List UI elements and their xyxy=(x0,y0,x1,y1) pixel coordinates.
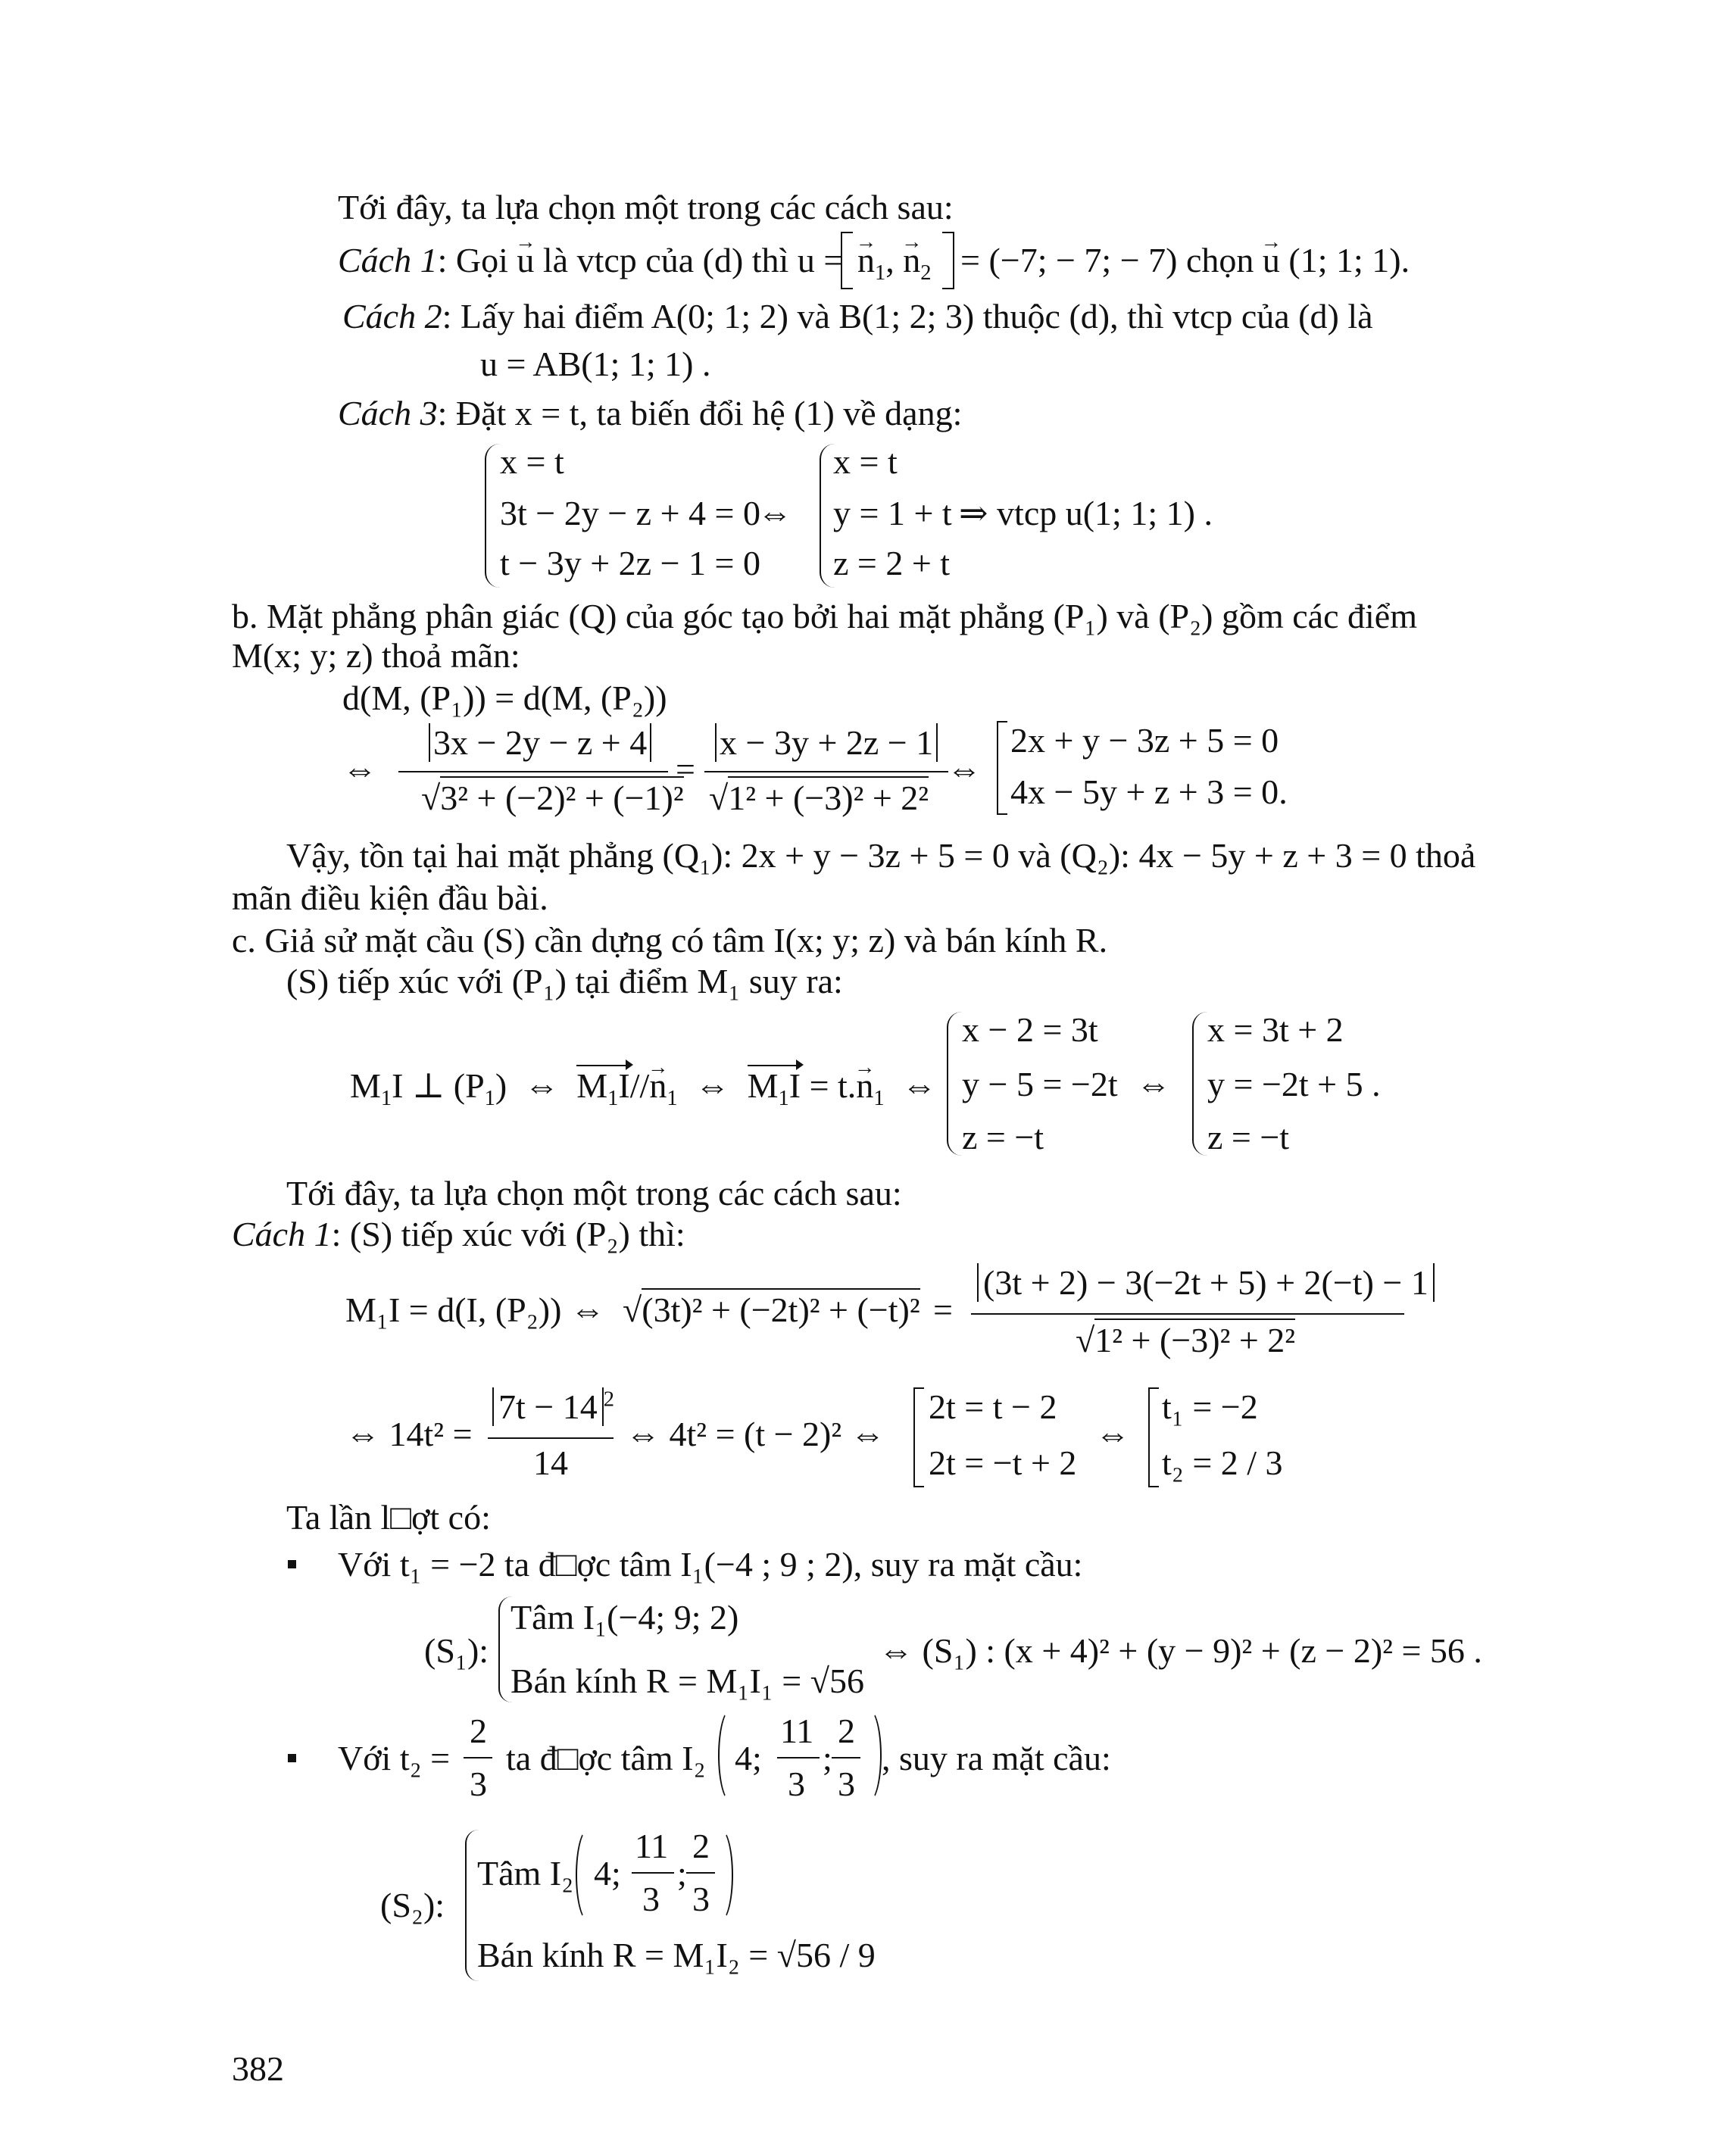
vector-n2: → n xyxy=(903,241,920,281)
t2-bar xyxy=(464,1757,492,1758)
part-b-conclusion-2: mãn điều kiện đầu bài. xyxy=(232,878,548,917)
method-1-result-text: = (−7; − 7; − 7) chọn xyxy=(960,241,1254,279)
sphere-2-z-den: 3 xyxy=(692,1880,710,1918)
t-value-1: t₁ = −2 xyxy=(1162,1387,1258,1426)
den-2: √1² + (−3)² + 2² xyxy=(709,779,929,819)
abs-num-1 xyxy=(429,723,651,763)
param-2-a: x = 3t + 2 xyxy=(1207,1010,1344,1049)
sphere-2-z-num: 2 xyxy=(692,1827,710,1865)
intro-line: Tới đây, ta lựa chọn một trong các cách sau: xyxy=(338,188,954,226)
method-3-line xyxy=(338,394,962,434)
center-2-y-den: 3 xyxy=(788,1765,805,1803)
bullet-1 xyxy=(288,1560,296,1568)
method-1-result xyxy=(960,241,1410,281)
bisector-eq-1: 2x + y − 3z + 5 = 0 xyxy=(1010,721,1279,760)
quadratic-num: 7t − 14 $^2$ xyxy=(492,1387,614,1428)
union-bracket-t xyxy=(913,1387,924,1487)
center-2-sep: ; xyxy=(823,1739,832,1777)
den-2-text: 1² + (−3)² + 2² xyxy=(728,776,929,817)
sphere-2-y-den: 3 xyxy=(642,1880,660,1918)
system-2-eq-b: y = 1 + t xyxy=(833,494,952,532)
iff-b-2: ⇔ xyxy=(947,750,982,788)
sphere-2-label: (S₂): xyxy=(380,1886,445,1924)
sphere-2-radius: Bán kính R = M₁I₂ = √56 / 9 xyxy=(477,1936,876,1974)
case-2-start: Với t₂ = xyxy=(338,1739,451,1777)
fraction-bar-c xyxy=(971,1313,1404,1315)
cross-product: → $n_1$, → $n_2$ xyxy=(857,241,932,286)
distance-num xyxy=(977,1263,1435,1303)
cross-bracket-right xyxy=(942,232,954,289)
center-2-y-num: 11 xyxy=(780,1712,814,1750)
union-bracket-t2 xyxy=(1148,1387,1159,1487)
cross-bracket-left xyxy=(841,232,853,289)
param-1-a: x − 2 = 3t xyxy=(962,1010,1098,1049)
iff-symbol: ⇔ xyxy=(757,494,792,532)
t2-num: 2 xyxy=(470,1712,487,1750)
t-value-2: t₂ = 2 / 3 xyxy=(1162,1443,1283,1482)
part-c-line-3: Tới đây, ta lựa chọn một trong các cách sau: xyxy=(286,1174,902,1212)
bisector-eq-2: 4x − 5y + z + 3 = 0. xyxy=(1010,772,1288,811)
den-1: √3² + (−2)² + (−1)² xyxy=(421,779,684,819)
method-2-eq: u = AB(1; 1; 1) . xyxy=(480,345,711,383)
method-3-text: : Đặt x = t, ta biến đổi hệ (1) về dạng: xyxy=(437,394,963,432)
perp-chain: $M_1I$ ⊥ $(P_1)$ ⇔ $M_1I//\to n_1$ ⇔ $M_1I = t.\to n_1$ ⇔ xyxy=(350,1065,937,1112)
method-3-label: Cách 3 xyxy=(338,394,438,432)
part-b-line-3: d(M, (P₁)) = d(M, (P₂)) xyxy=(342,679,667,717)
part-b-line-2: M(x; y; z) thoả mãn: xyxy=(232,636,520,675)
abs-num-2 xyxy=(715,723,938,763)
system-2-brace xyxy=(820,444,835,588)
system-2-eq-a: x = t xyxy=(833,442,898,481)
center-2-z-num: 2 xyxy=(838,1712,855,1750)
sphere-2-y-num: 11 xyxy=(635,1827,669,1865)
abs-num-1-text: 3x − 2y − z + 4 xyxy=(429,723,651,762)
param-brace-1 xyxy=(947,1012,962,1156)
param-1-b: y − 5 = −2t xyxy=(962,1065,1118,1103)
center-2-y-bar xyxy=(777,1757,820,1758)
page-number: 382 xyxy=(232,2049,284,2088)
iff-c: ⇔ xyxy=(1136,1065,1171,1103)
sphere-1-label: (S₁): xyxy=(424,1631,489,1670)
sphere-1-center: Tâm I₁(−4; 9; 2) xyxy=(510,1598,739,1637)
case-2-mid: ta đ□ợc tâm I₂ xyxy=(506,1739,706,1777)
iff-b: ⇔ xyxy=(342,750,377,788)
case-1-line: Với t₁ = −2 ta đ□ợc tâm I₁(−4 ; 9 ; 2), suy ra mặt cầu: xyxy=(338,1545,1083,1584)
center-2-x: 4; xyxy=(735,1739,762,1777)
method-1-end: (1; 1; 1). xyxy=(1288,241,1410,279)
sphere-1-equation: ⇔ (S₁) : (x + 4)² + (y − 9)² + (z − 2)² = 56 . xyxy=(879,1631,1482,1670)
case-2-end: , suy ra mặt cầu: xyxy=(882,1739,1111,1777)
quadratic-den: 14 xyxy=(533,1443,568,1482)
sphere-2-paren-right xyxy=(707,1828,733,1922)
quadratic-mid: ⇔ 4t² = (t − 2)² ⇔ xyxy=(626,1415,885,1453)
sphere-2-center: Tâm I₂ xyxy=(477,1854,574,1893)
system-1-eq-a: x = t xyxy=(500,442,564,481)
distance-radical-text: (3t)² + (−2t)² + (−t)² xyxy=(642,1288,920,1329)
distance-num-text: (3t + 2) − 3(−2t + 5) + 2(−t) − 1 xyxy=(977,1263,1435,1302)
system-2-eq-c: z = 2 + t xyxy=(833,544,951,582)
method-1-eq: u = xyxy=(797,241,844,279)
sphere-2-y-bar xyxy=(632,1872,674,1874)
vector-u-chosen: → u xyxy=(1263,241,1280,281)
part-c-method-1 xyxy=(232,1215,685,1255)
center-2-z-den: 3 xyxy=(838,1765,855,1803)
method-1-mid: là vtcp của (d) thì xyxy=(542,241,789,279)
quadratic-num-text: 7t − 14 xyxy=(492,1387,604,1426)
method-1-line xyxy=(338,241,843,281)
equals-b: = xyxy=(676,750,695,788)
param-brace-2 xyxy=(1192,1012,1207,1156)
quadratic-left: ⇔ 14t² = xyxy=(345,1415,473,1453)
equals-c: = xyxy=(933,1290,953,1329)
system-1-brace xyxy=(485,444,500,588)
part-c-method-1-label: Cách 1 xyxy=(232,1215,332,1253)
part-b-line-1: b. Mặt phẳng phân giác (Q) của góc tạo bởi hai mặt phẳng (P₁) và (P₂) gồm các điểm xyxy=(232,597,1417,635)
distance-den: √1² + (−3)² + 2² xyxy=(1076,1321,1295,1361)
results-intro: Ta lần l□ợt có: xyxy=(286,1498,491,1537)
center-2-paren-right xyxy=(856,1709,882,1802)
method-1-text: : Gọi xyxy=(437,241,508,279)
param-2-c: z = −t xyxy=(1207,1118,1290,1156)
fraction-bar-1 xyxy=(398,771,668,772)
sphere-2-sep: ; xyxy=(677,1854,687,1893)
method-2-line xyxy=(342,297,1373,337)
method-2-text: : Lấy hai điểm A(0; 1; 2) và B(1; 2; 3) thuộc (d), thì vtcp của (d) là xyxy=(442,297,1373,335)
vector-u: → u xyxy=(517,241,534,281)
bullet-2 xyxy=(288,1754,296,1762)
den-1-text: 3² + (−2)² + (−1)² xyxy=(440,776,683,817)
vector-n1: → n xyxy=(857,241,875,281)
part-c-line-1: c. Giả sử mặt cầu (S) cần dựng có tâm I(x; y; z) và bán kính R. xyxy=(232,921,1108,960)
param-2-b: y = −2t + 5 . xyxy=(1207,1065,1381,1103)
t-case-1: 2t = t − 2 xyxy=(929,1387,1057,1426)
part-b-conclusion-1: Vậy, tồn tại hai mặt phẳng (Q₁): 2x + y − 3z + 5 = 0 và (Q₂): 4x − 5y + z + 3 = 0 thoả xyxy=(286,836,1476,875)
fraction-bar-e xyxy=(488,1437,614,1439)
t2-den: 3 xyxy=(470,1765,487,1803)
method-2-label: Cách 2 xyxy=(342,297,442,335)
sphere-2-x: 4; xyxy=(594,1854,621,1893)
sphere-1-radius: Bán kính R = M₁I₁ = √56 xyxy=(510,1662,864,1700)
union-bracket-b xyxy=(997,721,1007,815)
system-1-eq-b: 3t − 2y − z + 4 = 0 xyxy=(500,494,760,532)
param-1-c: z = −t xyxy=(962,1118,1044,1156)
distance-eq-left: M₁I = d(I, (P₂)) ⇔ xyxy=(345,1290,605,1329)
distance-radical: √(3t)² + (−2t)² + (−t)² xyxy=(623,1290,920,1331)
bisector-eq-2-text: 4x − 5y + z + 3 = 0 xyxy=(1010,772,1279,811)
part-c-method-1-text: : (S) tiếp xúc với (P₂) thì: xyxy=(331,1215,685,1253)
fraction-bar-2 xyxy=(704,771,948,772)
part-c-line-2: (S) tiếp xúc với (P₁) tại điểm M₁ suy ra: xyxy=(286,962,843,1000)
distance-den-text: 1² + (−3)² + 2² xyxy=(1094,1318,1295,1359)
iff-e: ⇔ xyxy=(1095,1415,1130,1453)
system-2-result: ⇒ vtcp u(1; 1; 1) . xyxy=(959,494,1213,532)
abs-num-2-text: x − 3y + 2z − 1 xyxy=(715,723,938,762)
method-1-label: Cách 1 xyxy=(338,241,438,279)
system-1-eq-c: t − 3y + 2z − 1 = 0 xyxy=(500,544,760,582)
t-case-2: 2t = −t + 2 xyxy=(929,1443,1077,1482)
